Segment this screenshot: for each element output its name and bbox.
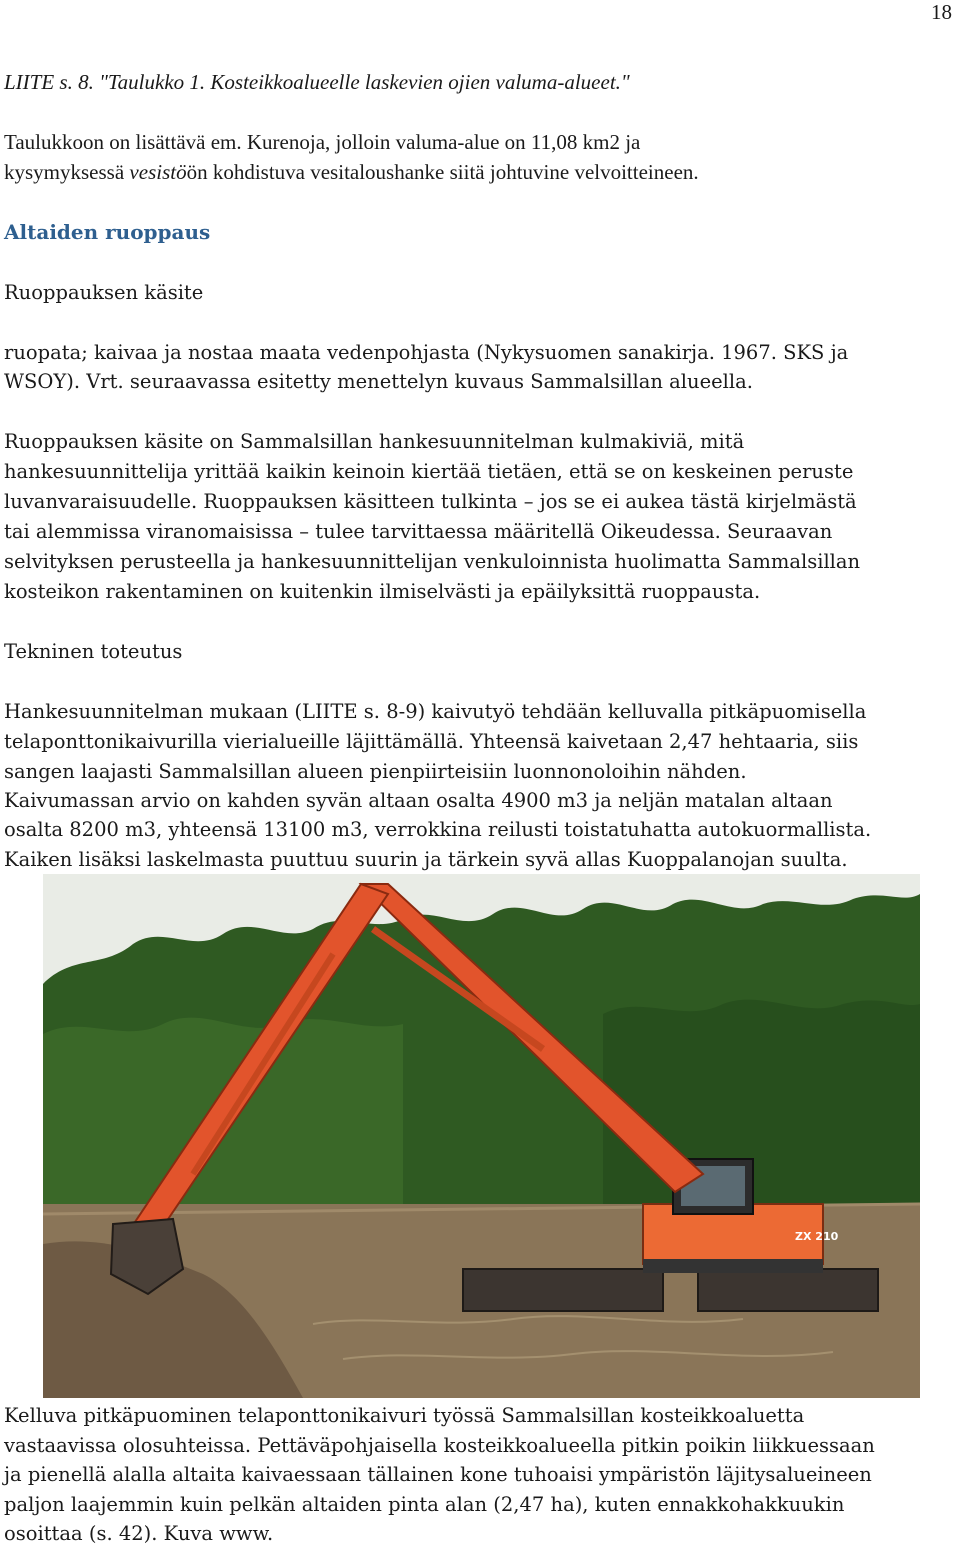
caption-line: paljon laajemmin kuin pelkän altaiden pinta alan (2,47 ha), kuten ennakkohakkuukin	[4, 1493, 845, 1516]
photo-machine-label: ZX 210	[795, 1230, 839, 1243]
paragraph2-line: Kaivumassan arvio on kahden syvän altaan osalta 4900 m3 ja neljän matalan altaan	[4, 789, 833, 812]
paragraph2-line: sangen laajasti Sammalsillan alueen pienpiirteisiin luonnonoloihin nähden.	[4, 760, 747, 783]
section-heading: Altaiden ruoppaus	[4, 220, 211, 244]
photo-pontoon-left	[463, 1269, 663, 1311]
page-number: 18	[931, 0, 952, 24]
paragraph2-line: Kaiken lisäksi laskelmasta puuttuu suurin ja tärkein syvä allas Kuoppalanojan suulta.	[4, 848, 848, 871]
definition-line: ruopata; kaivaa ja nostaa maata vedenpohjasta (Nykysuomen sanakirja. 1967. SKS ja	[4, 341, 849, 364]
photo-undercarriage	[643, 1259, 823, 1273]
paragraph1-line: kosteikon rakentaminen on kuitenkin ilmiselvästi ja epäilyksittä ruoppausta.	[4, 580, 761, 603]
excavator-photo	[43, 874, 920, 1398]
paragraph1-line: Ruoppauksen käsite on Sammalsillan hankesuunnitelman kulmakiviä, mitä	[4, 430, 745, 453]
caption-line: Kelluva pitkäpuominen telaponttonikaivuri työssä Sammalsillan kosteikkoaluetta	[4, 1404, 805, 1427]
subheading-ruoppauksen-kasite: Ruoppauksen käsite	[4, 281, 204, 304]
paragraph2-line: osalta 8200 m3, yhteensä 13100 m3, verrokkina reilusti toistatuhatta autokuormallista.	[4, 818, 872, 841]
paragraph1-line: tai alemmissa viranomaisissa – tulee tarvittaessa määritellä Oikeudessa. Seuraavan	[4, 520, 833, 543]
definition-line: WSOY). Vrt. seuraavassa esitetty menettelyn kuvaus Sammalsillan alueella.	[4, 370, 753, 393]
addition-line-1: Taulukkoon on lisättävä em. Kurenoja, jolloin valuma-alue on 11,08 km2 ja	[4, 130, 641, 154]
paragraph2-line: Hankesuunnitelman mukaan (LIITE s. 8-9) kaivutyö tehdään kelluvalla pitkäpuomisella	[4, 700, 867, 723]
photo-trees-right	[603, 1000, 920, 1234]
photo-pontoon-right	[698, 1269, 878, 1311]
paragraph1-line: luvanvaraisuudelle. Ruoppauksen käsitteen tulkinta – jos se ei aukea tästä kirjelmästä	[4, 490, 857, 513]
addition-line-2	[4, 160, 699, 185]
paragraph1-line: hankesuunnittelija yrittää kaikin keinoin kiertää tietäen, että se on keskeinen peruste	[4, 460, 854, 483]
paragraph1-line: selvityksen perusteella ja hankesuunnittelijan venkuloinnista huolimatta Sammalsillan	[4, 550, 861, 573]
caption-line: ja pienellä alalla altaita kaivaessaan tällainen kone tuhoaisi ympäristön läjitysalueineen	[4, 1463, 872, 1486]
addition-emphasis: vesistö	[129, 160, 187, 184]
subheading-tekninen-toteutus: Tekninen toteutus	[4, 640, 183, 663]
addition-line-2b: ön kohdistuva vesitaloushanke siitä johtuvine velvoitteineen.	[186, 160, 699, 184]
paragraph2-line: telaponttonikaivurilla vierialueille läjittämällä. Yhteensä kaivetaan 2,47 hehtaaria, siis	[4, 730, 859, 753]
caption-line: vastaavissa olosuhteissa. Pettäväpohjaisella kosteikkoalueella pitkin poikin liikkuessaan	[4, 1434, 875, 1457]
caption-line: osoittaa (s. 42). Kuva www.	[4, 1522, 274, 1545]
addition-line-2a: kysymyksessä	[4, 160, 130, 184]
liite-title: LIITE s. 8. "Taulukko 1. Kosteikkoalueelle laskevien ojien valuma-alueet."	[4, 70, 630, 94]
